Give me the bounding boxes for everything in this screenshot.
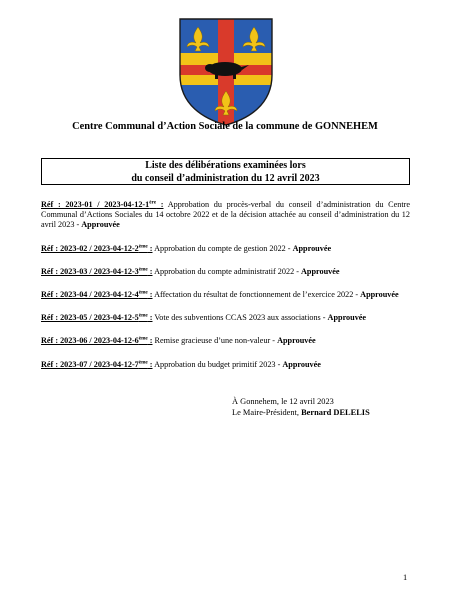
signature-place-date: À Gonnehem, le 12 avril 2023 [232, 397, 334, 406]
signature-line [232, 407, 370, 418]
deliberation-ref: Réf : 2023-04 / 2023-04-12-4ème : [41, 289, 153, 300]
deliberation-item [41, 313, 410, 323]
deliberation-item [41, 267, 410, 277]
deliberation-status: Approuvée [292, 243, 332, 253]
deliberation-text: Approbation du budget primitif 2023 - [152, 359, 283, 369]
deliberation-text: Vote des subventions CCAS 2023 aux associations - [152, 313, 328, 323]
deliberation-ref: Réf : 2023-07 / 2023-04-12-7ème : [41, 358, 153, 369]
signature-name: Bernard DELELIS [301, 408, 370, 417]
deliberation-text: Approbation du compte administratif 2022 - [152, 266, 301, 276]
deliberation-item [41, 360, 410, 370]
deliberation-status: Approuvée [282, 359, 321, 369]
deliberation-text: Approbation du compte de gestion 2022 - [152, 243, 293, 253]
deliberation-status: Approuvée [301, 266, 340, 276]
deliberation-status: Approuvée [360, 290, 399, 300]
deliberation-item [41, 200, 410, 231]
deliberation-item [41, 290, 410, 300]
deliberation-status: Approuvée [81, 220, 120, 230]
signature-role: Le Maire-Président, [232, 408, 302, 417]
deliberation-ref: Réf : 2023-06 / 2023-04-12-6ème : [41, 335, 153, 346]
page-number: 1 [403, 573, 408, 582]
deliberation-ref: Réf : 2023-03 / 2023-04-12-3ème : [41, 266, 153, 276]
document-title-box [41, 158, 410, 185]
deliberation-item [41, 336, 410, 346]
deliberation-ref: Réf : 2023-01 / 2023-04-12-1ère : [41, 199, 164, 209]
signature-block [232, 396, 370, 418]
organization-name: Centre Communal d’Action Sociale de la commune de GONNEHEM [72, 121, 378, 132]
deliberation-text: Remise gracieuse d’une non-valeur - [152, 336, 278, 346]
deliberation-ref: Réf : 2023-05 / 2023-04-12-5ème : [41, 312, 153, 323]
deliberations-list [41, 200, 410, 383]
deliberation-ref: Réf : 2023-02 / 2023-04-12-2ème : [41, 242, 153, 253]
deliberation-status: Approuvée [327, 313, 367, 323]
document-title-line1: Liste des délibérations examinées lors [145, 160, 306, 171]
deliberation-item [41, 244, 410, 254]
deliberation-text: Affectation du résultat de fonctionnement de l’exercice 2022 - [152, 290, 361, 300]
deliberation-status: Approuvée [277, 336, 316, 346]
coat-of-arms-icon [178, 17, 274, 127]
deliberation-text: Approbation du procès-verbal du conseil d’administration du Centre Communal d’Actions Sociales du 14 octobre 2022 et de la décision attachée au conseil d’administration du 12 avril 2023 - [41, 200, 411, 230]
document-title-line2: du conseil d’administration du 12 avril 2023 [131, 172, 320, 184]
